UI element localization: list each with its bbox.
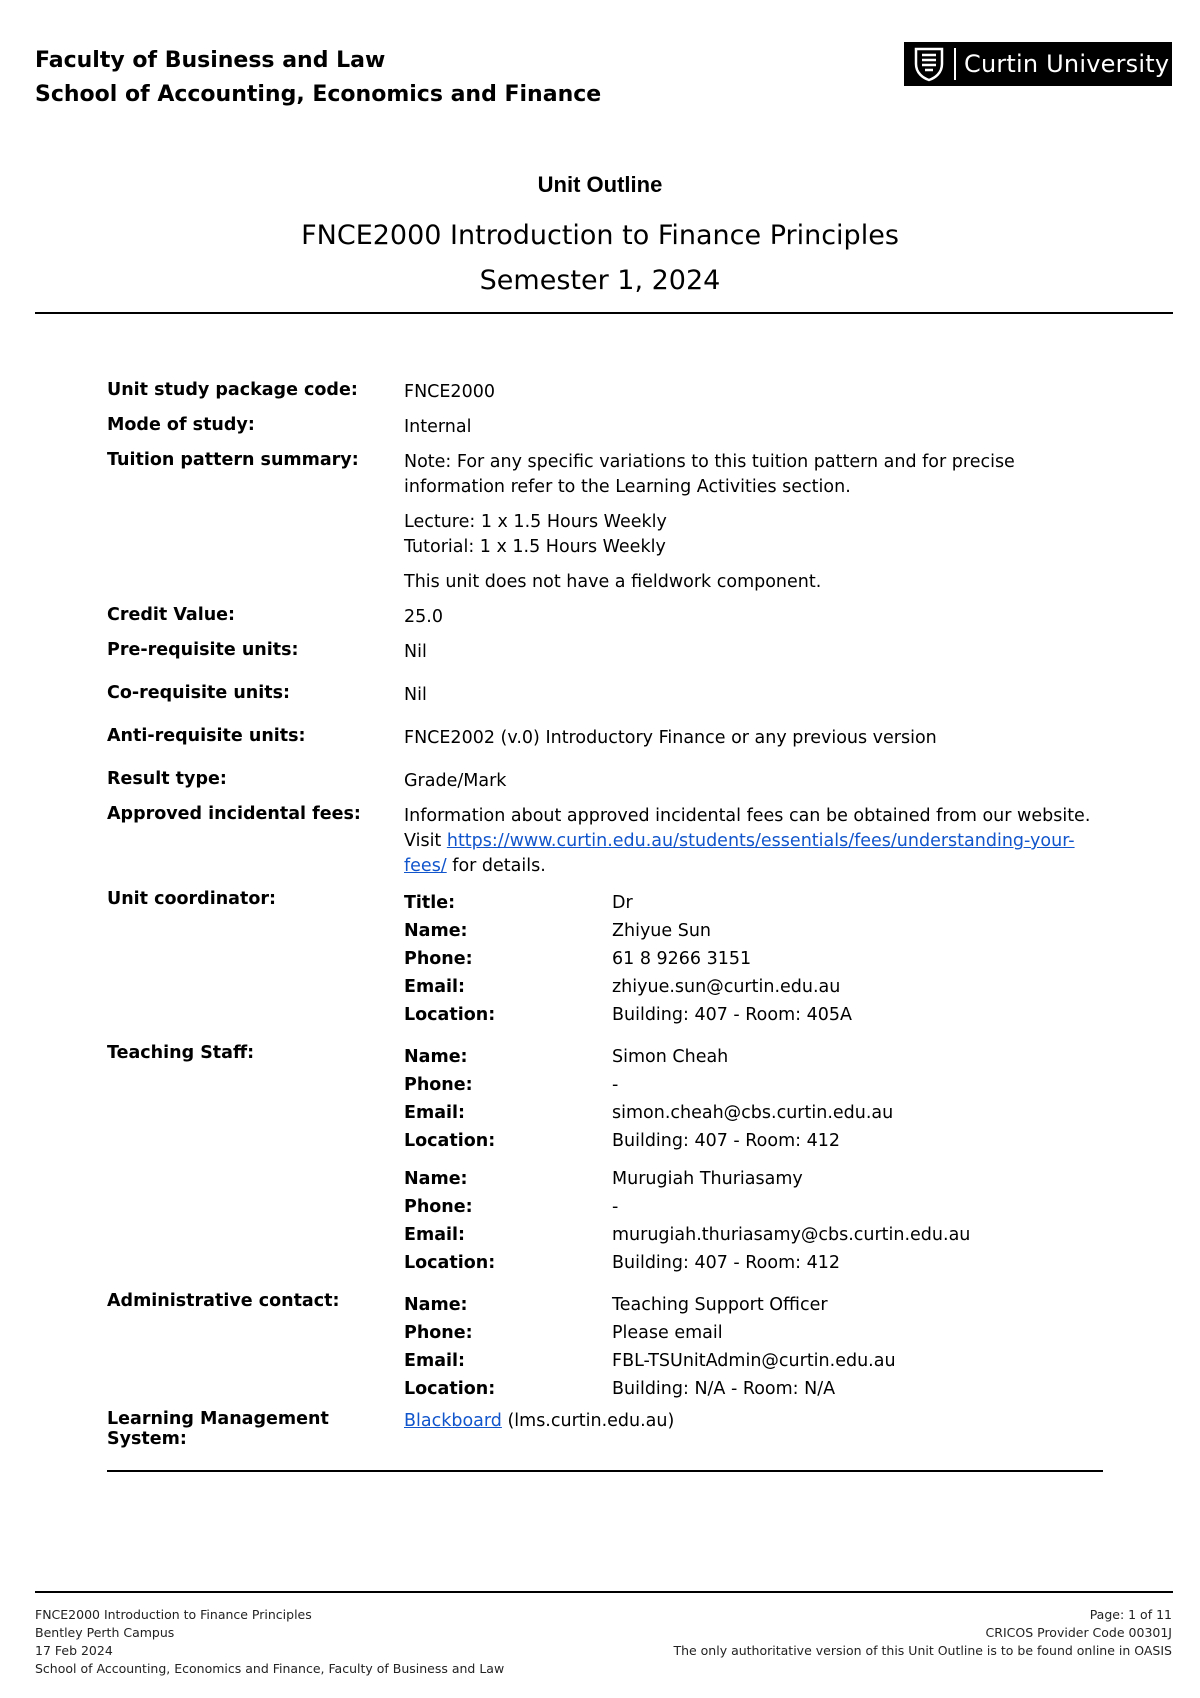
staff-email: murugiah.thuriasamy@cbs.curtin.edu.au bbox=[612, 1225, 971, 1245]
faculty-header bbox=[35, 44, 601, 112]
row-package-code bbox=[107, 380, 1107, 405]
tuition-lecture: Lecture: 1 x 1.5 Hours Weekly bbox=[404, 512, 667, 532]
label: Unit study package code: bbox=[107, 380, 358, 400]
key: Location: bbox=[404, 1131, 496, 1151]
logo-text: Curtin University bbox=[964, 50, 1170, 78]
school-name: School of Accounting, Economics and Finance bbox=[35, 82, 602, 107]
key: Location: bbox=[404, 1253, 496, 1273]
staff-email: simon.cheah@cbs.curtin.edu.au bbox=[612, 1103, 894, 1123]
page-title: Unit Outline bbox=[537, 172, 663, 197]
cricos-code: CRICOS Provider Code 00301J bbox=[985, 1625, 1172, 1640]
page-number: Page: 1 of 11 bbox=[1089, 1607, 1172, 1622]
fees-text: Information about approved incidental fees can be obtained from our website. bbox=[404, 806, 1091, 826]
admin-location: Building: N/A - Room: N/A bbox=[612, 1379, 836, 1399]
key: Email: bbox=[404, 1351, 465, 1371]
label: Credit Value: bbox=[107, 605, 236, 625]
key: Phone: bbox=[404, 949, 473, 969]
key: Email: bbox=[404, 1103, 465, 1123]
label: Unit coordinator: bbox=[107, 889, 276, 909]
key: Location: bbox=[404, 1379, 496, 1399]
footer-campus: Bentley Perth Campus bbox=[35, 1625, 175, 1640]
faculty-name: Faculty of Business and Law bbox=[35, 48, 386, 73]
row-prereq bbox=[107, 640, 1107, 665]
row-lms bbox=[107, 1409, 1107, 1449]
value bbox=[404, 1287, 1107, 1403]
coordinator-email: zhiyue.sun@curtin.edu.au bbox=[612, 977, 841, 997]
value: Nil bbox=[404, 685, 427, 705]
row-admin-contact bbox=[107, 1287, 1107, 1403]
label: Teaching Staff: bbox=[107, 1043, 255, 1063]
key: Name: bbox=[404, 1295, 468, 1315]
authoritative-note: The only authoritative version of this Unit Outline is to be found online in OASIS bbox=[673, 1643, 1172, 1658]
footer-left bbox=[35, 1606, 504, 1678]
coordinator-phone: 61 8 9266 3151 bbox=[612, 949, 752, 969]
tuition-fieldwork: This unit does not have a fieldwork component. bbox=[404, 572, 822, 592]
staff-name: Murugiah Thuriasamy bbox=[612, 1169, 803, 1189]
label: Administrative contact: bbox=[107, 1291, 340, 1311]
key: Name: bbox=[404, 1169, 468, 1189]
admin-name: Teaching Support Officer bbox=[612, 1295, 828, 1315]
row-tuition bbox=[107, 450, 1107, 595]
staff-location: Building: 407 - Room: 412 bbox=[612, 1253, 840, 1273]
staff-name: Simon Cheah bbox=[612, 1047, 729, 1067]
blackboard-link[interactable]: Blackboard bbox=[404, 1411, 502, 1431]
staff-phone: - bbox=[612, 1075, 619, 1095]
row-mode bbox=[107, 415, 1107, 440]
key: Name: bbox=[404, 1047, 468, 1067]
staff-member bbox=[404, 1043, 1107, 1155]
tuition-tutorial: Tutorial: 1 x 1.5 Hours Weekly bbox=[404, 537, 666, 557]
value: FNCE2002 (v.0) Introductory Finance or any previous version bbox=[404, 728, 937, 748]
shield-icon bbox=[912, 46, 946, 82]
tuition-sessions bbox=[404, 510, 1107, 560]
admin-phone: Please email bbox=[612, 1323, 723, 1343]
value bbox=[404, 1039, 1107, 1277]
label: Pre-requisite units: bbox=[107, 640, 299, 660]
row-coordinator bbox=[107, 889, 1107, 1029]
label: Anti-requisite units: bbox=[107, 726, 306, 746]
semester: Semester 1, 2024 bbox=[479, 265, 721, 296]
unit-details bbox=[107, 380, 1107, 1459]
row-fees bbox=[107, 804, 1107, 879]
label: Approved incidental fees: bbox=[107, 804, 361, 824]
row-coreq bbox=[107, 683, 1107, 708]
staff-phone: - bbox=[612, 1197, 619, 1217]
key: Name: bbox=[404, 921, 468, 941]
row-antireq bbox=[107, 726, 1107, 751]
value bbox=[404, 889, 1107, 1029]
key: Phone: bbox=[404, 1323, 473, 1343]
coordinator-title: Dr bbox=[612, 893, 633, 913]
logo-separator bbox=[954, 48, 956, 80]
value bbox=[404, 1409, 1107, 1449]
key: Email: bbox=[404, 1225, 465, 1245]
footer-divider bbox=[35, 1591, 1173, 1593]
curtin-logo bbox=[904, 42, 1172, 86]
value: Grade/Mark bbox=[404, 771, 507, 791]
footer-unit: FNCE2000 Introduction to Finance Principles bbox=[35, 1607, 312, 1622]
fees-visit: Visit bbox=[404, 831, 447, 851]
staff-member bbox=[404, 1165, 1107, 1277]
footer-school: School of Accounting, Economics and Finance, Faculty of Business and Law bbox=[35, 1661, 505, 1676]
footer-date: 17 Feb 2024 bbox=[35, 1643, 113, 1658]
key: Email: bbox=[404, 977, 465, 997]
value bbox=[404, 450, 1107, 595]
label: Tuition pattern summary: bbox=[107, 450, 359, 470]
value: Internal bbox=[404, 417, 472, 437]
footer-right bbox=[673, 1606, 1172, 1660]
divider bbox=[107, 1470, 1103, 1472]
fees-after: for details. bbox=[446, 856, 546, 876]
fees-link[interactable]: https://www.curtin.edu.au/students/essentials/fees/understanding-your-fees/ bbox=[404, 831, 1075, 876]
coordinator-location: Building: 407 - Room: 405A bbox=[612, 1005, 852, 1025]
value: 25.0 bbox=[404, 607, 443, 627]
row-result bbox=[107, 769, 1107, 794]
tuition-note: Note: For any specific variations to this tuition pattern and for precise information refer to the Learning Activities section. bbox=[404, 452, 1015, 497]
admin-email: FBL-TSUnitAdmin@curtin.edu.au bbox=[612, 1351, 896, 1371]
key: Phone: bbox=[404, 1075, 473, 1095]
value: FNCE2000 bbox=[404, 382, 495, 402]
value bbox=[404, 804, 1107, 879]
label: Learning Management System: bbox=[107, 1409, 329, 1449]
label: Mode of study: bbox=[107, 415, 255, 435]
unit-name: FNCE2000 Introduction to Finance Principles bbox=[301, 220, 899, 251]
key: Title: bbox=[404, 893, 456, 913]
row-teaching-staff bbox=[107, 1039, 1107, 1277]
divider bbox=[35, 312, 1173, 314]
row-credit bbox=[107, 605, 1107, 630]
lms-url: (lms.curtin.edu.au) bbox=[501, 1411, 675, 1431]
value: Nil bbox=[404, 642, 427, 662]
coordinator-name: Zhiyue Sun bbox=[612, 921, 712, 941]
label: Co-requisite units: bbox=[107, 683, 291, 703]
key: Phone: bbox=[404, 1197, 473, 1217]
staff-location: Building: 407 - Room: 412 bbox=[612, 1131, 840, 1151]
key: Location: bbox=[404, 1005, 496, 1025]
label: Result type: bbox=[107, 769, 227, 789]
